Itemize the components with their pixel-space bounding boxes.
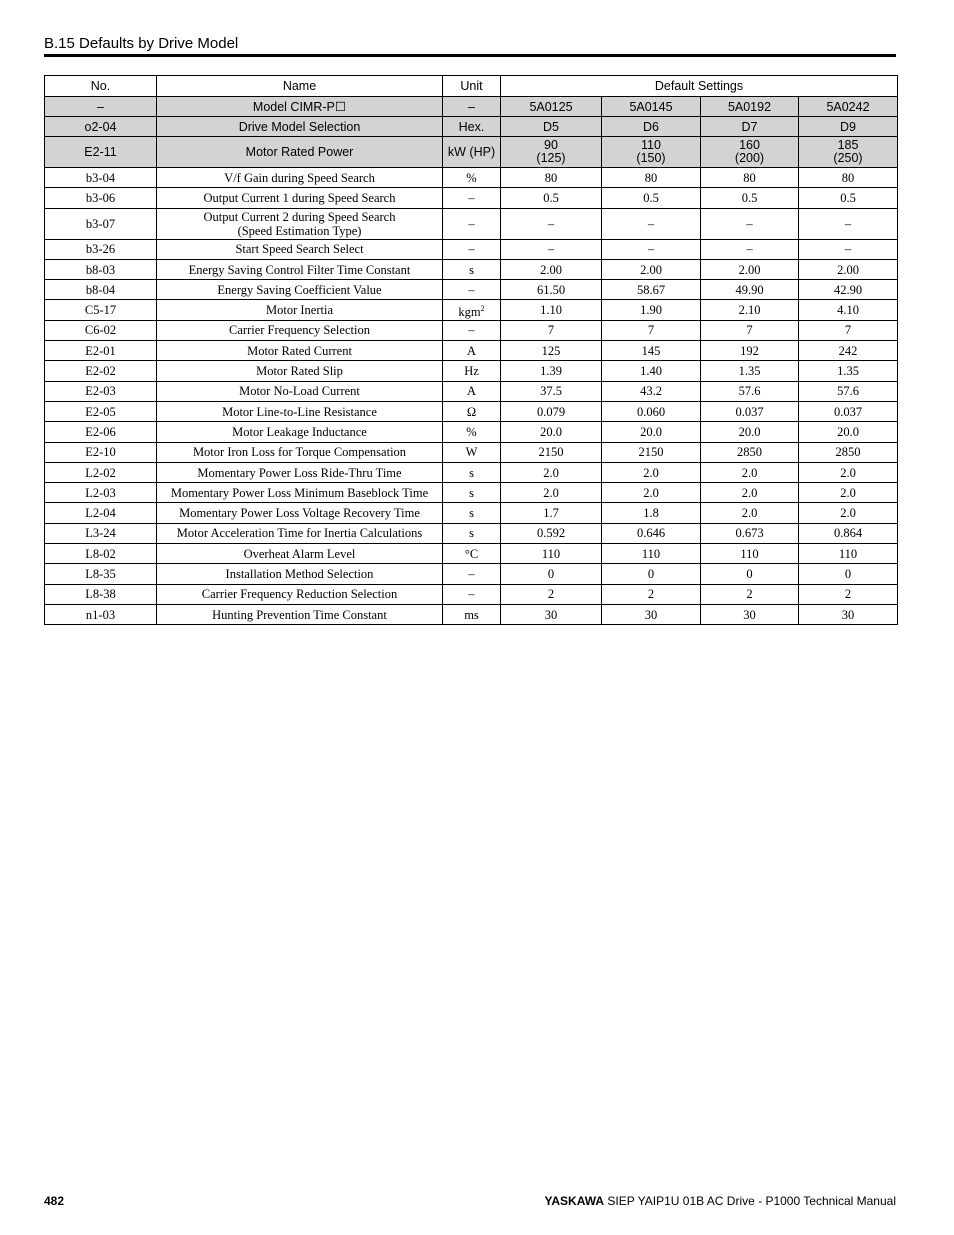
param-no: b3-26 [45,239,157,259]
header-model-value-line: 90 [544,138,558,152]
param-name-line: Start Speed Search Select [235,242,364,257]
param-default-value: 110 [701,544,799,564]
param-default-value: 7 [799,320,898,340]
param-name-line: Motor Rated Current [247,343,352,358]
header-model-value: 5A0242 [799,97,898,117]
param-unit [443,544,501,564]
param-name [157,564,443,584]
param-default-value: – [799,239,898,259]
param-unit-text: – [468,587,475,602]
table-row [45,208,898,239]
param-unit [443,168,501,188]
param-unit [443,300,501,320]
param-no: E2-02 [45,361,157,381]
header-model-no: E2-11 [45,137,157,168]
param-no: C6-02 [45,320,157,340]
header-model-value-line: (150) [636,151,666,165]
param-unit-text: – [468,242,475,257]
table-row [45,341,898,361]
param-default-value: 2.0 [501,483,602,503]
param-default-value: 20.0 [701,422,799,442]
param-unit-text: s [469,526,474,541]
param-name [157,462,443,482]
manual-title [544,1194,896,1208]
param-default-value: 0 [701,564,799,584]
param-default-value: 1.40 [602,361,701,381]
param-no: C5-17 [45,300,157,320]
param-name-line: Carrier Frequency Selection [229,323,370,338]
table-row [45,320,898,340]
param-no: L8-35 [45,564,157,584]
param-no: E2-05 [45,401,157,421]
param-default-value: 1.35 [701,361,799,381]
param-default-value: 145 [602,341,701,361]
table-row [45,604,898,624]
param-name [157,544,443,564]
header-model-row [45,117,898,137]
param-default-value: – [602,208,701,239]
param-no: E2-06 [45,422,157,442]
header-model-no: – [45,97,157,117]
param-name-line: Motor Inertia [266,303,333,318]
param-name-line: Energy Saving Coefficient Value [217,282,382,297]
param-default-value: 30 [701,604,799,624]
param-name-line: Motor Leakage Inductance [232,424,367,439]
param-default-value: 2 [501,584,602,604]
param-default-value: 7 [602,320,701,340]
header-model-unit: Hex. [443,117,501,137]
param-unit [443,188,501,208]
page-number: 482 [44,1194,65,1208]
param-unit [443,341,501,361]
param-default-value: 80 [701,168,799,188]
param-default-value: 42.90 [799,280,898,300]
param-default-value: 2.0 [701,462,799,482]
param-default-value: 0.592 [501,523,602,543]
param-name-line: Motor Rated Slip [256,364,343,379]
param-name [157,401,443,421]
param-name [157,442,443,462]
param-default-value: 58.67 [602,280,701,300]
param-default-value: 2.0 [602,462,701,482]
param-default-value: 2.00 [501,259,602,279]
param-unit-text: % [466,170,477,185]
param-name [157,280,443,300]
header-model-name: Drive Model Selection [157,117,443,137]
table-row [45,422,898,442]
param-name [157,523,443,543]
param-default-value: 2.00 [602,259,701,279]
param-name [157,300,443,320]
param-unit-text: ms [464,607,479,622]
header-model-value: D9 [799,117,898,137]
param-default-value: 57.6 [701,381,799,401]
param-default-value: 2.0 [501,462,602,482]
param-default-value: 0.037 [701,401,799,421]
param-name [157,604,443,624]
header-model-value-line: (200) [734,151,765,165]
param-unit-text: s [469,506,474,521]
param-default-value: 110 [501,544,602,564]
param-unit-text: – [468,282,475,297]
param-default-value: 0.060 [602,401,701,421]
param-default-value: 61.50 [501,280,602,300]
param-name [157,503,443,523]
brand-name: YASKAWA [544,1194,605,1208]
param-unit-text: Ω [466,404,477,419]
param-default-value: 2150 [501,442,602,462]
param-name [157,168,443,188]
param-default-value: – [701,208,799,239]
param-default-value: 0.646 [602,523,701,543]
param-name-line: Motor Acceleration Time for Inertia Calculations [176,526,423,541]
param-no: E2-03 [45,381,157,401]
table-row [45,239,898,259]
param-default-value: 57.6 [799,381,898,401]
param-unit [443,564,501,584]
param-default-value: 43.2 [602,381,701,401]
param-name [157,483,443,503]
param-default-value: 80 [501,168,602,188]
param-name-line: Momentary Power Loss Minimum Baseblock Time [170,485,429,500]
param-name-line: Momentary Power Loss Ride-Thru Time [197,465,402,480]
param-default-value: 49.90 [701,280,799,300]
param-default-value: 2.0 [701,503,799,523]
param-name-line: (Speed Estimation Type) [237,223,362,238]
col-header-no: No. [45,76,157,97]
param-default-value: 192 [701,341,799,361]
header-model-value [701,137,799,168]
param-default-value: 0.5 [701,188,799,208]
defaults-table [44,75,898,625]
param-default-value: 0.5 [602,188,701,208]
param-unit [443,462,501,482]
header-model-value-line: (125) [536,151,566,165]
param-no: L2-04 [45,503,157,523]
param-name [157,259,443,279]
param-no: b3-04 [45,168,157,188]
param-name-line: Installation Method Selection [225,566,374,581]
param-unit-text: s [469,485,474,500]
col-header-default-settings: Default Settings [501,76,898,97]
param-unit [443,280,501,300]
param-unit [443,523,501,543]
param-default-value: 110 [799,544,898,564]
param-unit-sup: 2 [480,303,485,313]
header-model-value-line: 185 [837,138,859,152]
param-unit-text: – [468,323,475,338]
param-default-value: 7 [701,320,799,340]
header-model-value-line: (250) [833,151,863,165]
header-model-value-line: 160 [739,138,760,152]
table-row [45,462,898,482]
param-unit-text: s [469,465,474,480]
header-model-value: D7 [701,117,799,137]
param-name-line: Motor No-Load Current [239,384,360,399]
param-name [157,361,443,381]
header-model-name: Model CIMR-P☐ [157,97,443,117]
param-default-value: 0 [799,564,898,584]
param-default-value: 2 [799,584,898,604]
col-header-name: Name [157,76,443,97]
section-title: B.15 Defaults by Drive Model [44,35,896,57]
header-model-row [45,97,898,117]
param-unit-text: – [468,190,475,205]
table-row [45,300,898,320]
param-default-value: 30 [799,604,898,624]
param-name [157,584,443,604]
param-default-value: 0.673 [701,523,799,543]
param-name [157,320,443,340]
param-default-value: 30 [501,604,602,624]
param-default-value: 20.0 [501,422,602,442]
table-row [45,381,898,401]
param-unit-text: – [468,566,475,581]
param-default-value: 2.0 [701,483,799,503]
param-name-line: Overheat Alarm Level [243,546,356,561]
header-model-value: D6 [602,117,701,137]
table-row [45,442,898,462]
table-row [45,188,898,208]
param-default-value: 30 [602,604,701,624]
param-name [157,422,443,442]
table-row [45,483,898,503]
param-unit [443,422,501,442]
param-name-line: Carrier Frequency Reduction Selection [201,587,398,602]
param-name-line: Output Current 1 during Speed Search [203,190,396,205]
header-model-value: 5A0125 [501,97,602,117]
param-no: b8-04 [45,280,157,300]
param-default-value: 37.5 [501,381,602,401]
param-default-value: 1.35 [799,361,898,381]
param-name-line: Hunting Prevention Time Constant [212,607,387,622]
param-no: b3-06 [45,188,157,208]
header-model-value [799,137,898,168]
param-default-value: – [501,239,602,259]
param-unit-text: Hz [464,364,479,379]
param-default-value: – [799,208,898,239]
param-default-value: 0.5 [501,188,602,208]
table-row [45,280,898,300]
header-row [45,76,898,97]
param-name [157,188,443,208]
param-default-value: 0.864 [799,523,898,543]
param-name-line: Output Current 2 during Speed Search [203,209,396,224]
param-default-value: 0.037 [799,401,898,421]
header-model-value-line: 110 [641,138,661,152]
param-default-value: 2 [701,584,799,604]
header-model-unit: – [443,97,501,117]
param-default-value: 2.00 [799,259,898,279]
param-unit [443,503,501,523]
table-row [45,361,898,381]
param-default-value: 125 [501,341,602,361]
param-no: n1-03 [45,604,157,624]
param-unit-text: – [468,216,475,231]
table-row [45,564,898,584]
table-row [45,259,898,279]
param-default-value: 110 [602,544,701,564]
param-default-value: – [501,208,602,239]
param-unit [443,584,501,604]
param-no: L8-02 [45,544,157,564]
param-default-value: 1.39 [501,361,602,381]
param-default-value: 7 [501,320,602,340]
param-default-value: 1.7 [501,503,602,523]
param-no: E2-10 [45,442,157,462]
param-no: E2-01 [45,341,157,361]
param-default-value: 1.90 [602,300,701,320]
header-model-row [45,137,898,168]
param-default-value: 0 [602,564,701,584]
header-model-value: 5A0145 [602,97,701,117]
col-header-unit: Unit [443,76,501,97]
param-name-line: Momentary Power Loss Voltage Recovery Time [179,506,420,521]
param-default-value: 2.0 [799,483,898,503]
param-unit-text: A [466,384,477,399]
param-default-value: 2.0 [602,483,701,503]
manual-title-text: SIEP YAIP1U 01B AC Drive - P1000 Technical Manual [607,1194,896,1208]
param-default-value: 0.079 [501,401,602,421]
header-model-value [501,137,602,168]
param-default-value: – [701,239,799,259]
header-model-name: Motor Rated Power [157,137,443,168]
param-default-value: 2850 [799,442,898,462]
param-default-value: 2150 [602,442,701,462]
param-default-value: 0 [501,564,602,584]
param-default-value: 1.10 [501,300,602,320]
param-name [157,341,443,361]
param-no: L3-24 [45,523,157,543]
param-default-value: 0.5 [799,188,898,208]
param-unit-text: W [465,445,478,460]
param-unit [443,381,501,401]
param-name [157,381,443,401]
param-name-line: V/f Gain during Speed Search [224,170,375,185]
table-row [45,503,898,523]
param-name-line: Motor Line-to-Line Resistance [222,404,377,419]
param-no: b3-07 [45,208,157,239]
header-model-unit: kW (HP) [443,137,501,168]
param-unit [443,259,501,279]
param-default-value: 2.0 [799,503,898,523]
param-default-value: 20.0 [602,422,701,442]
param-name-line: Energy Saving Control Filter Time Constant [188,262,411,277]
header-model-no: o2-04 [45,117,157,137]
param-default-value: 2850 [701,442,799,462]
param-name [157,208,443,239]
param-default-value: 20.0 [799,422,898,442]
table-row [45,584,898,604]
param-name [157,239,443,259]
param-unit [443,361,501,381]
param-no: L2-02 [45,462,157,482]
param-unit [443,239,501,259]
param-default-value: 242 [799,341,898,361]
param-no: L2-03 [45,483,157,503]
param-default-value: 2.0 [799,462,898,482]
param-default-value: 80 [799,168,898,188]
header-model-value: D5 [501,117,602,137]
param-unit [443,604,501,624]
param-name-line: Motor Iron Loss for Torque Compensation [192,445,407,460]
param-unit-text: % [466,424,477,439]
param-unit [443,401,501,421]
param-unit [443,320,501,340]
param-no: b8-03 [45,259,157,279]
param-unit-text: A [466,343,477,358]
param-unit-text: °C [464,546,479,561]
header-model-value [602,137,701,168]
param-unit [443,208,501,239]
param-no: L8-38 [45,584,157,604]
param-unit [443,442,501,462]
param-default-value: 2 [602,584,701,604]
table-row [45,401,898,421]
table-row [45,523,898,543]
param-default-value: 80 [602,168,701,188]
table-row [45,168,898,188]
header-model-value: 5A0192 [701,97,799,117]
param-default-value: 2.10 [701,300,799,320]
param-default-value: 2.00 [701,259,799,279]
param-default-value: 4.10 [799,300,898,320]
param-unit [443,483,501,503]
param-default-value: 1.8 [602,503,701,523]
table-row [45,544,898,564]
param-unit-text: s [469,262,474,277]
param-default-value: – [602,239,701,259]
param-unit-text: kgm [458,304,481,319]
